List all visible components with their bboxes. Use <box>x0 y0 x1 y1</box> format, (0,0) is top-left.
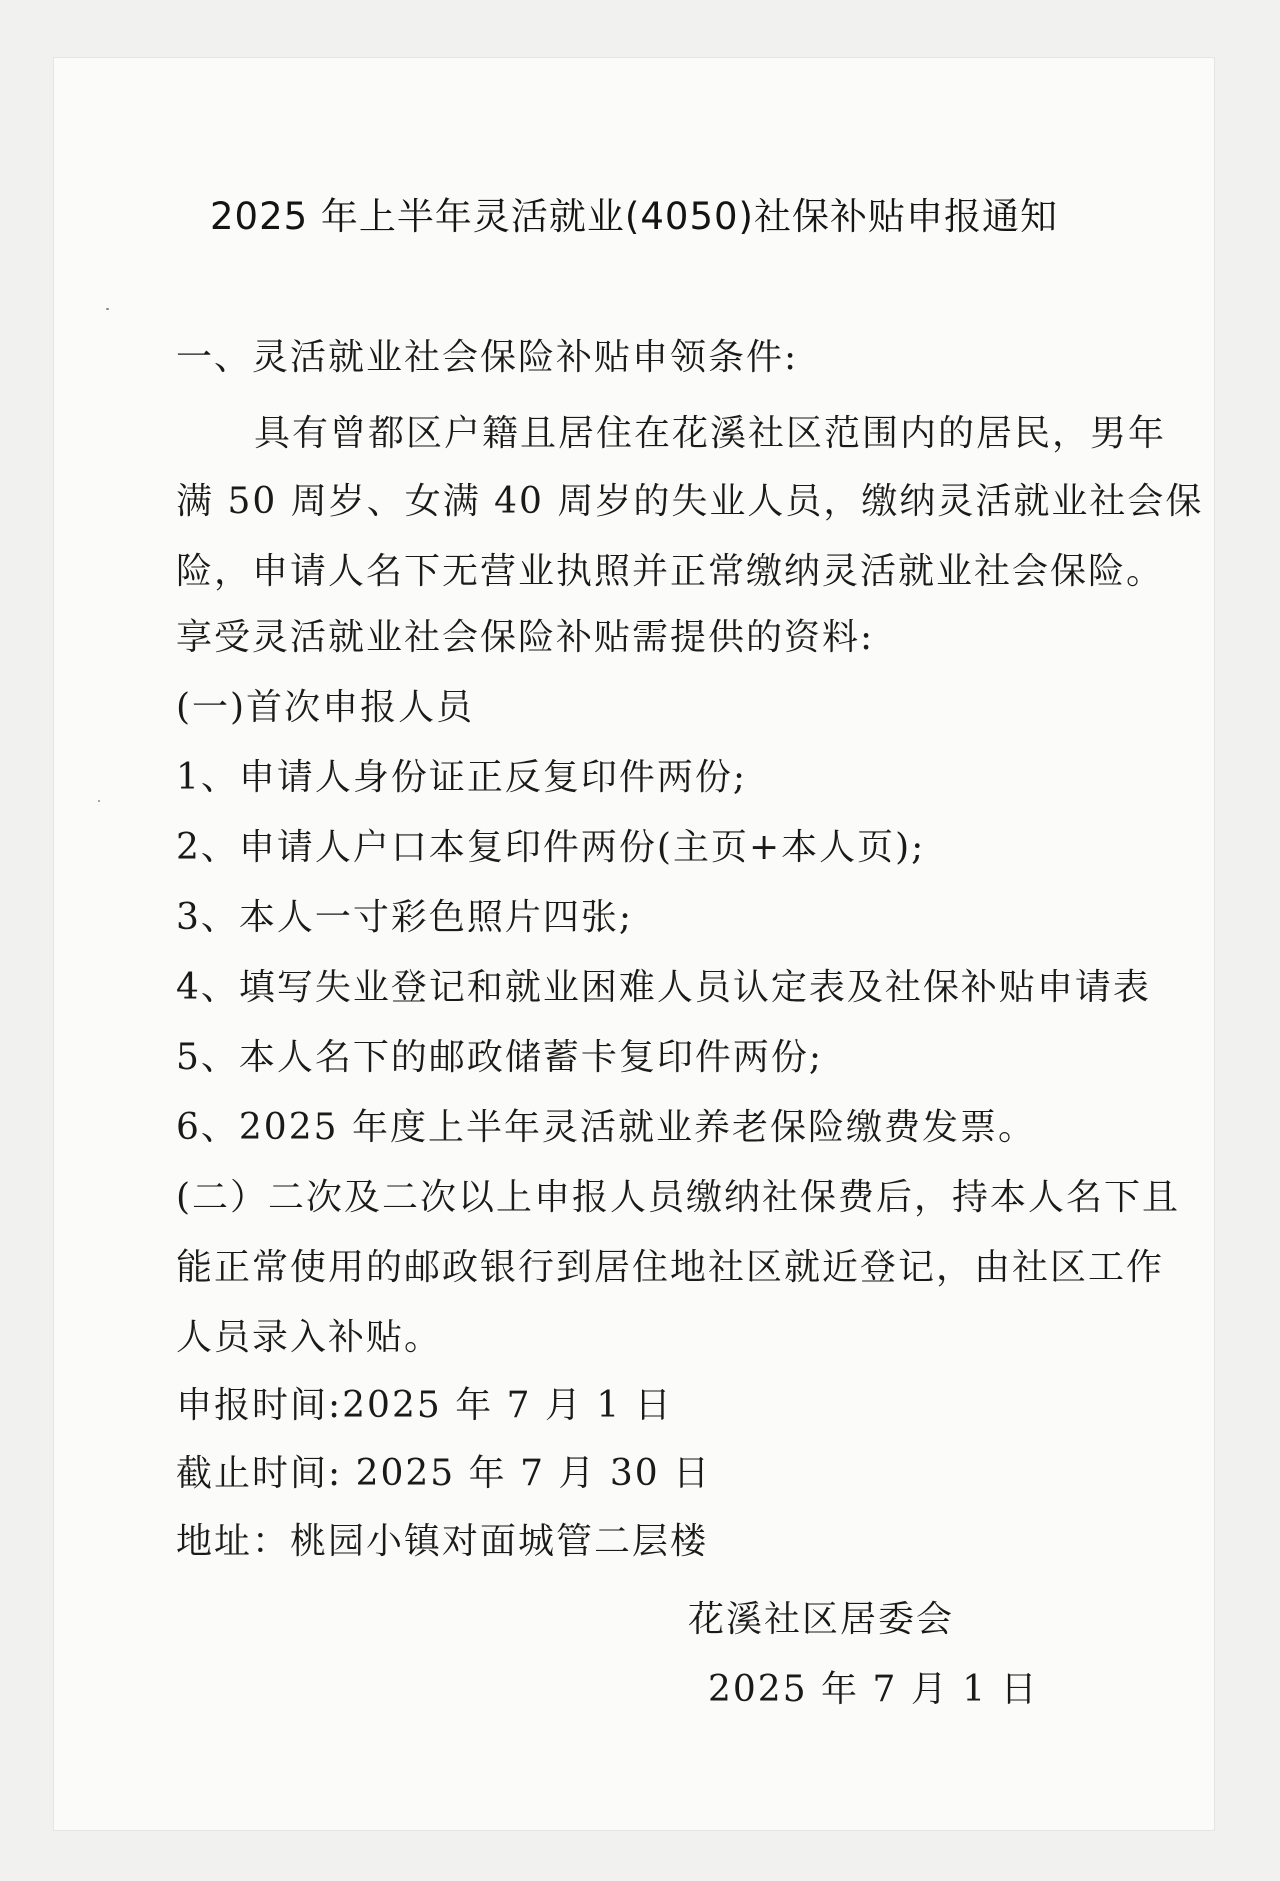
signature-date: 2025 年 7 月 1 日 <box>708 1669 1039 1710</box>
list-item: 5、本人名下的邮政储蓄卡复印件两份; <box>176 1037 824 1078</box>
repeat-line-2: 能正常使用的邮政银行到居住地社区就近登记，由社区工作 <box>176 1247 1165 1288</box>
apply-time: 申报时间:2025 年 7 月 1 日 <box>176 1385 673 1426</box>
scan-speck <box>98 800 100 802</box>
address: 地址：桃园小镇对面城管二层楼 <box>176 1521 709 1562</box>
signature-org: 花溪社区居委会 <box>688 1599 955 1640</box>
repeat-line-1: (二）二次及二次以上申报人员缴纳社保费后，持本人名下且 <box>176 1177 1181 1218</box>
document-sheet <box>54 58 1214 1830</box>
conditions-line-2: 满 50 周岁、女满 40 周岁的失业人员，缴纳灵活就业社会保 <box>176 481 1204 522</box>
list-item: 2、申请人户口本复印件两份(主页+本人页); <box>176 827 926 868</box>
deadline: 截止时间: 2025 年 7 月 30 日 <box>176 1453 712 1494</box>
list-item: 6、2025 年度上半年灵活就业养老保险缴费发票。 <box>176 1107 1036 1148</box>
repeat-line-3: 人员录入补贴。 <box>176 1317 443 1358</box>
section-heading-conditions: 一、灵活就业社会保险补贴申领条件: <box>176 337 799 378</box>
document-title: 2025 年上半年灵活就业(4050)社保补贴申报通知 <box>210 195 1058 238</box>
materials-heading: 享受灵活就业社会保险补贴需提供的资料: <box>176 617 875 658</box>
scan-speck <box>106 308 109 310</box>
list-item: 3、本人一寸彩色照片四张; <box>176 897 634 938</box>
first-time-heading: (一)首次申报人员 <box>176 687 475 728</box>
conditions-line-1: 具有曾都区户籍且居住在花溪社区范围内的居民，男年 <box>254 413 1167 454</box>
list-item: 4、填写失业登记和就业困难人员认定表及社保补贴申请表 <box>176 967 1151 1008</box>
list-item: 1、申请人身份证正反复印件两份; <box>176 757 748 798</box>
conditions-line-3: 险，申请人名下无营业执照并正常缴纳灵活就业社会保险。 <box>176 551 1165 592</box>
